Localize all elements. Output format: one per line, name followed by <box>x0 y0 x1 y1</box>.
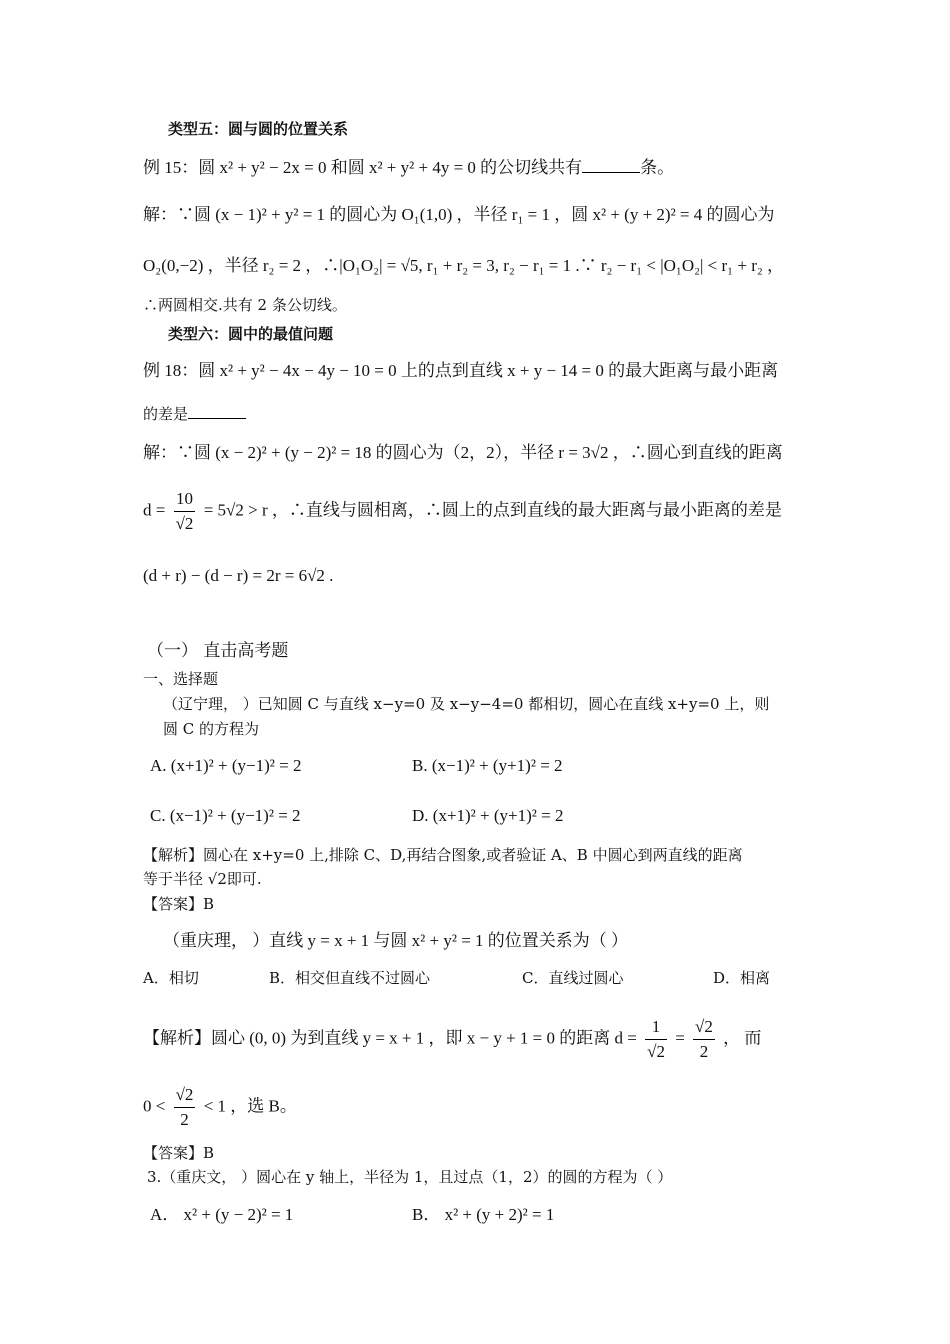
distance-denominator: √2 <box>175 514 194 533</box>
type5-solution-line1: 解：∵圆 (x − 1)² + y² = 1 的圆心为 O₁(1,0) ，半径 r₁ = 1 ，圆 x² + (y + 2)² = 4 的圆心为 <box>143 205 775 224</box>
q2-simplified-numerator: √2 <box>693 1015 715 1040</box>
q3-stem: 3.（重庆文， ）圆心在 y 轴上，半径为 1，且过点（1，2）的圆的方程为（ ） <box>147 1168 673 1186</box>
example15-text <box>143 156 674 178</box>
q2-analysis-text: 【解析】圆心 (0, 0) 为到直线 y = x + 1 ，即 x − y + 1 = 0 的距离 d = <box>143 1028 637 1048</box>
q2-inequality-denominator: 2 <box>180 1110 189 1129</box>
section-subheading: 一、选择题 <box>143 670 219 688</box>
answer-blank[interactable] <box>582 156 640 173</box>
example18-stem-end: 的差是 <box>143 405 189 423</box>
type5-solution-line3: ∴两圆相交.共有 2 条公切线。 <box>143 296 347 314</box>
q1-analysis-line2: 等于半径 √2即可. <box>143 870 262 888</box>
q1-stem-line1: （辽宁理， ）已知圆 C 与直线 x−y=0 及 x−y−4=0 都相切，圆心在直线 x+y=0 上，则 <box>163 695 770 713</box>
q2-distance-fraction <box>645 1015 667 1064</box>
distance-rest: = 5√2 > r ，∴直线与圆相离，∴圆上的点到直线的最大距离与最小距离的差是 <box>203 500 782 520</box>
type5-solution-line2: O₂(0,−2) ，半径 r₂ = 2 ，∴|O₁O₂| = √5, r₁ + r₂ = 3, r₂ − r₁ = 1 .∵ r₂ − r₁ < |O₁O₂| < r₁ + r₂ ， <box>143 256 785 275</box>
q2-answer: 【答案】B <box>143 1144 215 1162</box>
q3-option-b[interactable]: B． x² + (y + 2)² = 1 <box>412 1205 555 1224</box>
type6-heading: 类型六：圆中的最值问题 <box>168 325 334 343</box>
q2-inequality-rest: < 1 ，选 B。 <box>203 1096 297 1116</box>
q2-inequality-numerator: √2 <box>174 1083 196 1108</box>
q1-option-c[interactable]: C. (x−1)² + (y−1)² = 2 <box>150 806 301 825</box>
type6-solution-line3: (d + r) − (d − r) = 2r = 6√2 . <box>143 566 334 585</box>
q2-option-a[interactable]: A．相切 <box>143 969 199 987</box>
q1-answer: 【答案】B <box>143 895 215 913</box>
q2-option-d[interactable]: D．相离 <box>713 969 771 987</box>
q2-equals: = <box>675 1028 685 1048</box>
q2-simplified-denominator: 2 <box>699 1042 709 1061</box>
q2-inequality-fraction <box>174 1083 196 1132</box>
q2-analysis-line2 <box>143 1083 297 1132</box>
type6-solution-line2 <box>143 487 782 536</box>
q1-option-d[interactable]: D. (x+1)² + (y+1)² = 2 <box>412 806 564 825</box>
q2-distance-numerator: 1 <box>645 1015 667 1040</box>
q2-analysis-line1 <box>143 1015 761 1064</box>
q3-option-a[interactable]: A． x² + (y − 2)² = 1 <box>150 1205 294 1224</box>
section-heading: （一） 直击高考题 <box>147 641 289 661</box>
q2-distance-denominator: √2 <box>647 1042 665 1061</box>
q2-analysis-tail: ， 而 <box>723 1028 762 1048</box>
q1-analysis-line1: 【解析】圆心在 x+y=0 上,排除 C、D,再结合图象,或者验证 A、B 中圆心到两直线的距离 <box>143 846 743 864</box>
example18-line2 <box>143 402 246 424</box>
q2-option-c[interactable]: C．直线过圆心 <box>522 969 624 987</box>
q2-simplified-fraction <box>693 1015 715 1064</box>
q1-option-a[interactable]: A. (x+1)² + (y−1)² = 2 <box>150 756 302 775</box>
example15-stem: 例 15：圆 x² + y² − 2x = 0 和圆 x² + y² + 4y = 0 的公切线共有 <box>143 158 583 177</box>
distance-fraction <box>174 487 196 536</box>
q2-option-b[interactable]: B．相交但直线不过圆心 <box>269 969 431 987</box>
answer-blank-2[interactable] <box>188 402 246 419</box>
q1-stem-line2: 圆 C 的方程为 <box>163 720 260 738</box>
example18-line1: 例 18：圆 x² + y² − 4x − 4y − 10 = 0 上的点到直线 x + y − 14 = 0 的最大距离与最小距离 <box>143 361 779 380</box>
type6-solution-line1: 解：∵圆 (x − 2)² + (y − 2)² = 18 的圆心为（2，2），半径 r = 3√2 ，∴圆心到直线的距离 <box>143 443 783 462</box>
distance-lhs: d = <box>143 500 166 520</box>
example15-tail: 条。 <box>640 158 675 177</box>
distance-numerator: 10 <box>174 487 196 512</box>
q1-option-b[interactable]: B. (x−1)² + (y+1)² = 2 <box>412 756 563 775</box>
type5-heading: 类型五：圆与圆的位置关系 <box>168 120 349 138</box>
q2-stem: （重庆理， ）直线 y = x + 1 与圆 x² + y² = 1 的位置关系为（ ） <box>163 931 629 950</box>
q2-inequality-lhs: 0 < <box>143 1096 166 1116</box>
